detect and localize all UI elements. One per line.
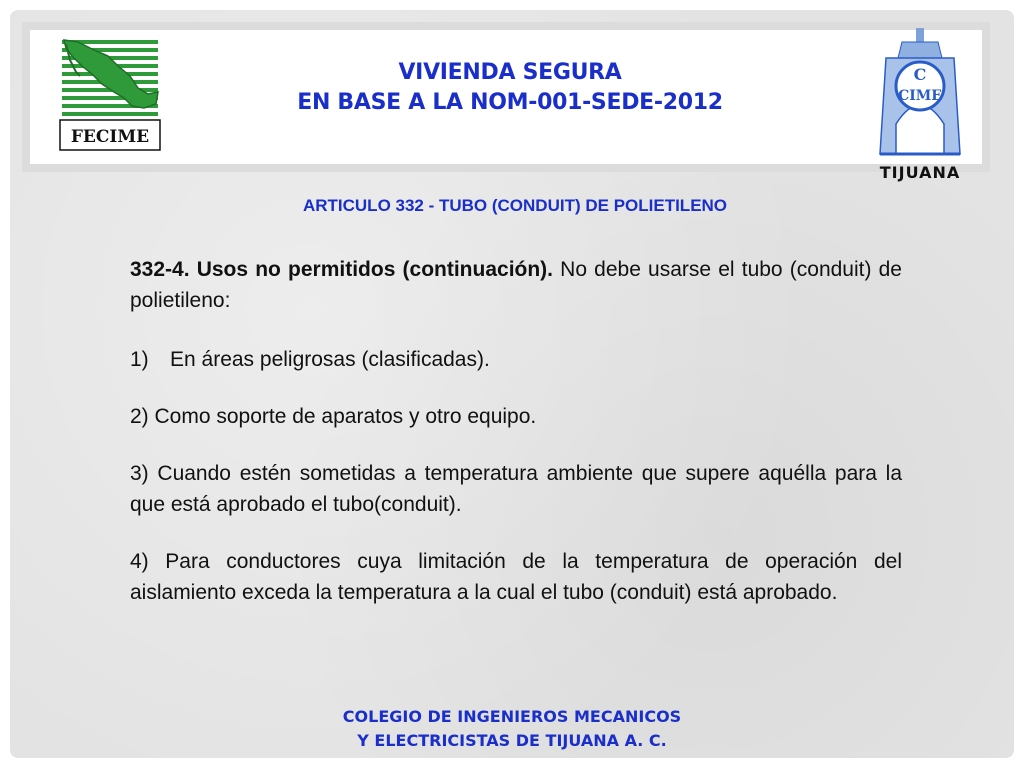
title-line-2: EN BASE A LA NOM-001-SEDE-2012 xyxy=(297,90,723,115)
list-item-1-number: 1) xyxy=(130,348,149,371)
cime-logo xyxy=(872,24,968,164)
list-item-2: 2) Como soporte de aparatos y otro equipo. xyxy=(130,405,537,428)
footer-line-1: COLEGIO DE INGENIEROS MECANICOS xyxy=(342,707,682,726)
intro-rest: No debe usarse el tubo (conduit) de polietileno: xyxy=(130,258,902,312)
intro-bold: 332-4. Usos no permitidos (continuación). xyxy=(130,258,554,281)
article-content xyxy=(130,254,902,636)
footer-line-2: Y ELECTRICISTAS DE TIJUANA A. C. xyxy=(357,731,667,750)
list-item-4: 4) Para conductores cuya limitación de la temperatura de operación del aislamiento exceda la temperatura a la cual el tubo (conduit) está aprobado. xyxy=(130,550,902,604)
footer xyxy=(260,705,764,753)
svg-text:C: C xyxy=(913,65,927,84)
cime-logo-caption: TIJUANA xyxy=(879,163,961,182)
article-subtitle: ARTICULO 332 - TUBO (CONDUIT) DE POLIETILENO xyxy=(302,196,728,215)
list-item-1-text: En áreas peligrosas (clasificadas). xyxy=(170,348,490,371)
list-item-1 xyxy=(130,344,902,375)
page-title xyxy=(240,58,780,118)
fecime-logo xyxy=(58,36,162,154)
list-item-3: 3) Cuando estén sometidas a temperatura ambiente que supere aquélla para la que está aprobado el tubo(conduit). xyxy=(130,462,902,516)
fecime-logo-text: FECIME xyxy=(70,127,150,147)
cime-logo-text: CIME xyxy=(898,88,942,104)
title-line-1: VIVIENDA SEGURA xyxy=(398,60,622,85)
intro-paragraph xyxy=(130,254,902,316)
